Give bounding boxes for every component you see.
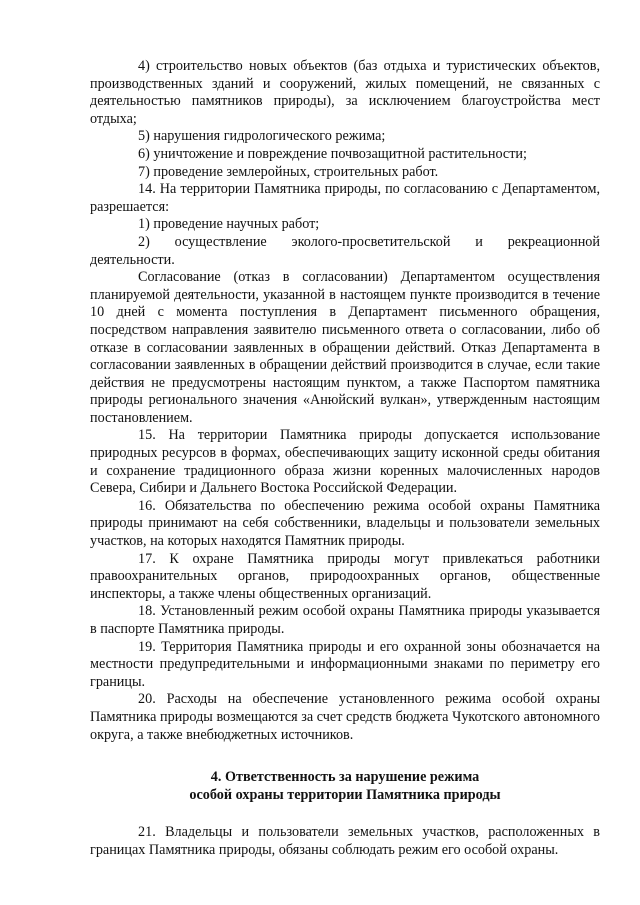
paragraph-clause-19: 19. Территория Памятника природы и его охранной зоны обозначается на местности предупредительными и информационными знаками по периметру его границы. <box>90 638 600 690</box>
paragraph-clause-15: 15. На территории Памятника природы допускается использование природных ресурсов в формах, обеспечивающих защиту исконной среды обитания и сохранение традиционного образа жизни коренных малочисленных народов Севера, Сибири и Дальнего Востока Российской Федерации. <box>90 427 600 497</box>
paragraph-clause-17: 17. К охране Памятника природы могут привлекаться работники правоохранительных органов, природоохранных органов, общественные инспекторы, а также члены общественных организаций. <box>90 550 600 602</box>
section-heading <box>90 769 600 804</box>
paragraph-clause-14: 14. На территории Памятника природы, по согласованию с Департаментом, разрешается: <box>90 181 600 215</box>
paragraph-item-6-vegetation: 6) уничтожение и повреждение почвозащитной растительности; <box>138 145 527 162</box>
paragraph-item-7-earthworks: 7) проведение землеройных, строительных работ. <box>138 163 439 180</box>
paragraph-item-4-construction: 4) строительство новых объектов (баз отдыха и туристических объектов, производственных зданий и сооружений, жилых помещений, не связанных с деятельностью памятников природы), за исключением благоустройства мест отдыха; <box>90 58 600 127</box>
paragraph-clause-20: 20. Расходы на обеспечение установленного режима особой охраны Памятника природы возмещаются за счет средств бюджета Чукотского автономного округа, а также внебюджетных источников. <box>90 691 600 743</box>
paragraph-clause-21: 21. Владельцы и пользователи земельных участков, расположенных в границах Памятника природы, обязаны соблюдать режим его особой охраны. <box>90 824 600 858</box>
section-heading-line-1: 4. Ответственность за нарушение режима <box>210 769 480 786</box>
paragraph-clause-18: 18. Установленный режим особой охраны Памятника природы указывается в паспорте Памятника природы. <box>90 603 600 637</box>
paragraph-item-2-education: 2) осуществление эколого-просветительской и рекреационной деятельности. <box>90 233 600 268</box>
paragraph-item-5-hydrology: 5) нарушения гидрологического режима; <box>138 128 386 145</box>
section-heading-line-2: особой охраны территории Памятника природы <box>189 786 501 803</box>
paragraph-clause-16: 16. Обязательства по обеспечению режима особой охраны Памятника природы принимают на себя собственники, владельцы и пользователи земельных участков, на которых находятся Памятник природы. <box>90 497 600 550</box>
document-body <box>90 58 600 860</box>
paragraph-approval-procedure: Согласование (отказ в согласовании) Департаментом осуществления планируемой деятельности, указанной в настоящем пункте производится в течение 10 дней с момента поступления в Департамент письменного обращения, посредством направления заявителю письменного ответа о согласовании, либо об отказе в согласовании заявленных в обращении действий. Отказ Департамента в согласовании заявленных в обращении действий производится в случае, если такие действия не предусмотрены настоящим пунктом, а также Паспортом памятника природы регионального значения «Анюйский вулкан», утвержденным настоящим постановлением. <box>90 269 600 426</box>
paragraph-item-1-research: 1) проведение научных работ; <box>138 216 320 233</box>
